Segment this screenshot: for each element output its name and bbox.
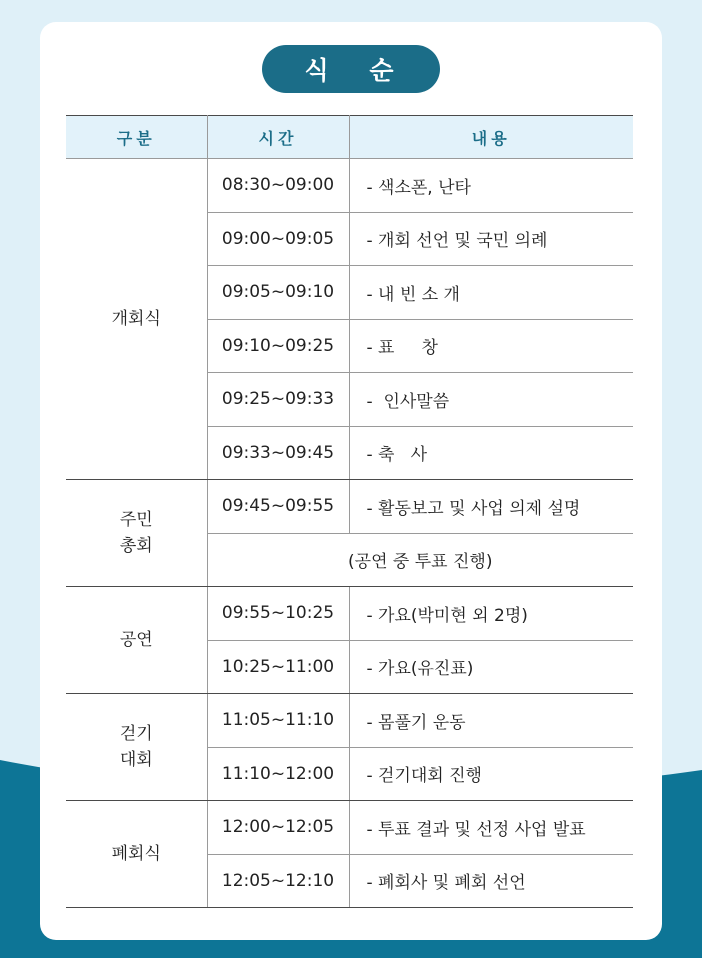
- content-cell: - 가요(박미현 외 2명): [349, 587, 633, 641]
- category-cell: 주민 총회: [66, 480, 207, 587]
- time-cell: 12:00~12:05: [207, 801, 349, 855]
- table-row: [66, 801, 633, 855]
- table-row: [66, 694, 633, 748]
- category-cell: 공연: [66, 587, 207, 694]
- header-content: 내용: [349, 116, 633, 159]
- time-cell: 09:25~09:33: [207, 373, 349, 427]
- content-cell: - 표 창: [349, 319, 633, 373]
- content-cell: - 걷기대회 진행: [349, 747, 633, 801]
- time-cell: 11:10~12:00: [207, 747, 349, 801]
- category-cell: 개회식: [66, 159, 207, 480]
- header-category: 구분: [66, 116, 207, 159]
- time-cell: 09:33~09:45: [207, 426, 349, 480]
- content-cell: - 축 사: [349, 426, 633, 480]
- header-time: 시간: [207, 116, 349, 159]
- time-cell: 09:45~09:55: [207, 480, 349, 534]
- time-cell: 08:30~09:00: [207, 159, 349, 213]
- note-cell: (공연 중 투표 진행): [207, 533, 633, 587]
- table-body: [66, 159, 633, 908]
- content-cell: - 몸풀기 운동: [349, 694, 633, 748]
- category-cell: 폐회식: [66, 801, 207, 908]
- table-row: [66, 159, 633, 213]
- time-cell: 11:05~11:10: [207, 694, 349, 748]
- time-cell: 09:55~10:25: [207, 587, 349, 641]
- content-cell: - 색소폰, 난타: [349, 159, 633, 213]
- content-cell: - 개회 선언 및 국민 의례: [349, 212, 633, 266]
- content-cell: - 활동보고 및 사업 의제 설명: [349, 480, 633, 534]
- table-row: [66, 480, 633, 534]
- content-cell: - 투표 결과 및 선정 사업 발표: [349, 801, 633, 855]
- time-cell: 09:00~09:05: [207, 212, 349, 266]
- content-cell: - 가요(유진표): [349, 640, 633, 694]
- time-cell: 12:05~12:10: [207, 854, 349, 908]
- schedule-table: [66, 115, 633, 908]
- time-cell: 09:05~09:10: [207, 266, 349, 320]
- content-cell: - 내 빈 소 개: [349, 266, 633, 320]
- table-header-row: [66, 116, 633, 159]
- time-cell: 10:25~11:00: [207, 640, 349, 694]
- table-row: [66, 587, 633, 641]
- content-cell: - 폐회사 및 폐회 선언: [349, 854, 633, 908]
- page-title: 식 순: [262, 45, 440, 93]
- content-cell: - 인사말씀: [349, 373, 633, 427]
- category-cell: 걷기 대회: [66, 694, 207, 801]
- time-cell: 09:10~09:25: [207, 319, 349, 373]
